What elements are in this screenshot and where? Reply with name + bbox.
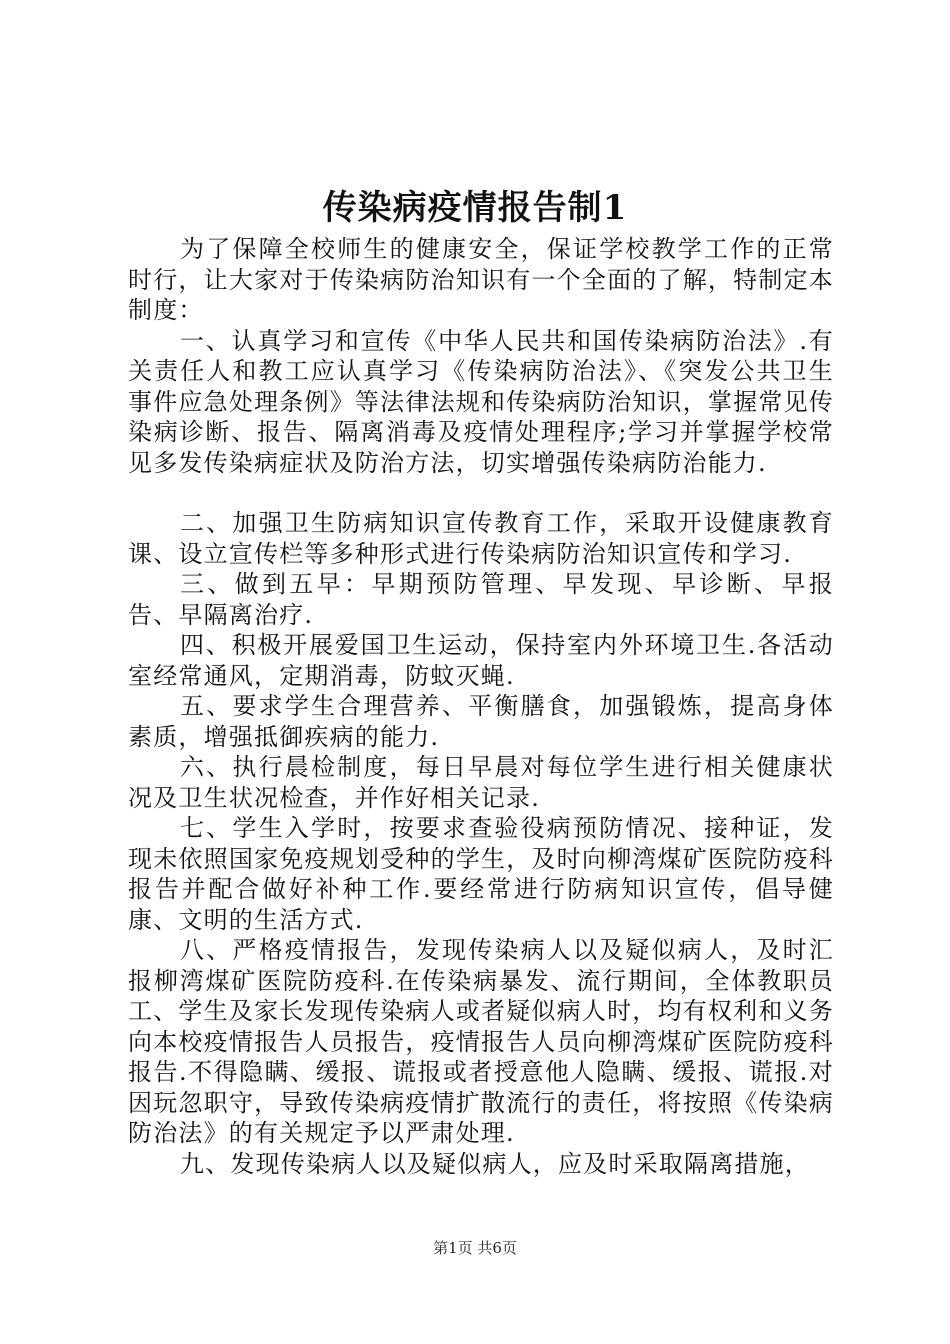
paragraph-item-1: 一、认真学习和宣传《中华人民共和国传染病防治法》.有关责任人和教工应认真学习《传染病防治法》、《突发公共卫生事件应急处理条例》等法律法规和传染病防治知识，掌握常见传染病诊断、报告、隔离消毒及疫情处理程序;学习并掌握学校常见多发传染病症状及防治方法，切实增强传染病防治能力. — [128, 326, 834, 477]
paragraph-item-9: 九、发现传染病人以及疑似病人，应及时采取隔离措施， — [180, 1149, 810, 1178]
paragraph-item-6: 六、执行晨检制度，每日早晨对每位学生进行相关健康状况及卫生状况检查，并作好相关记录. — [128, 753, 834, 812]
paragraph-item-4: 四、积极开展爱国卫生运动，保持室内外环境卫生.各活动室经常通风，定期消毒，防蚊灭蝇. — [128, 631, 834, 690]
paragraph-item-8: 八、严格疫情报告，发现传染病人以及疑似病人，及时汇报柳湾煤矿医院防疫科.在传染病暴发、流行期间，全体教职员工、学生及家长发现传染病人或者疑似病人时，均有权利和义务向本校疫情报告人员报告，疫情报告人员向柳湾煤矿医院防疫科报告.不得隐瞒、缓报、谎报或者授意他人隐瞒、缓报、谎报.对因玩忽职守，导致传染病疫情扩散流行的责任，将按照《传染病防治法》的有关规定予以严肃处理. — [128, 936, 834, 1147]
document-body — [128, 234, 834, 1179]
document-title: 传染病疫情报告制1 — [322, 188, 628, 228]
paragraph-item-7: 七、学生入学时，按要求查验役病预防情况、接种证，发现未依照国家免疫规划受种的学生，及时向柳湾煤矿医院防疫科报告并配合做好补种工作.要经常进行防病知识宣传，倡导健康、文明的生活方式. — [128, 814, 834, 934]
page-footer: 第1页 共6页 — [433, 1239, 517, 1257]
paragraph-intro: 为了保障全校师生的健康安全，保证学校教学工作的正常时行，让大家对于传染病防治知识有一个全面的了解，特制定本制度： — [128, 235, 834, 324]
paragraph-item-5: 五、要求学生合理营养、平衡膳食，加强锻炼，提高身体素质，增强抵御疾病的能力. — [128, 692, 834, 751]
paragraph-item-2: 二、加强卫生防病知识宣传教育工作，采取开设健康教育课、设立宣传栏等多种形式进行传染病防治知识宣传和学习. — [128, 509, 834, 568]
paragraph-item-3: 三、做到五早：早期预防管理、早发现、早诊断、早报告、早隔离治疗. — [128, 570, 834, 629]
